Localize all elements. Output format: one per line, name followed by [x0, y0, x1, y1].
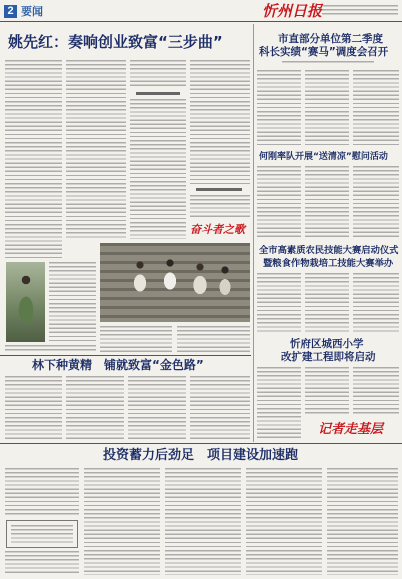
school-headline-line2: 改扩建工程即将启动: [281, 351, 376, 363]
cooling-body-col1: [257, 166, 301, 240]
header-rule: [0, 21, 402, 22]
meeting-headline-line2: 科长实绩“赛马”调度会召开: [259, 46, 389, 58]
cooling-body-col3: [353, 166, 399, 240]
section-rule: [0, 355, 251, 356]
herb-body-col3: [128, 376, 186, 440]
lead-body-tail: [5, 345, 96, 353]
lead-body-col4: [190, 60, 250, 184]
cooling-body-col2: [305, 166, 349, 240]
contest-headline-line2: 暨粮食作物栽培工技能大赛举办: [263, 258, 394, 269]
meeting-body-col3: [353, 70, 399, 148]
related-info-text: [11, 525, 73, 543]
herb-body-col2: [66, 376, 124, 440]
lead-body-col1: [5, 60, 62, 258]
investment-body-col3: [165, 468, 241, 575]
investment-body-col5: [327, 468, 398, 575]
lead-subheading: [136, 92, 180, 95]
investment-body-col2: [84, 468, 160, 575]
lead-subheading: [196, 188, 242, 191]
contest-headline-line1: 全市高素质农民技能大赛启动仪式: [259, 245, 399, 256]
issue-info-block: [322, 5, 398, 17]
lead-body-col3: [130, 60, 186, 88]
herb-body-col1: [5, 376, 62, 440]
herb-headline: 林下种黄精 铺就致富“金色路”: [32, 358, 204, 372]
school-headline-line1: 忻府区城西小学: [290, 338, 364, 350]
investment-headline: 投资蓄力后劲足 项目建设加速跑: [103, 448, 299, 463]
news-photo-small: [6, 262, 45, 342]
school-body-col3: [353, 367, 399, 415]
lead-body-col4b: [190, 195, 250, 219]
meeting-subtitle: [282, 61, 374, 65]
feature-logo-jizhe: 记者走基层: [318, 422, 384, 437]
school-body-col2: [305, 367, 349, 415]
meeting-headline-line1: 市直部分单位第二季度: [278, 33, 383, 45]
contest-body-col1: [257, 273, 301, 333]
cooling-headline: 何刚率队开展“送清凉”慰问活动: [259, 152, 388, 162]
investment-body-col1: [5, 468, 79, 516]
newspaper-masthead: 忻州日报: [262, 2, 323, 20]
related-info-box: [6, 520, 78, 548]
investment-body-col4: [246, 468, 322, 575]
school-body-col1: [257, 367, 301, 440]
section-title: 要闻: [21, 5, 43, 18]
lead-body-tail: [100, 326, 172, 353]
lead-headline: 姚先红：奏响创业致富“三步曲”: [8, 33, 223, 51]
page-number-badge: 2: [4, 5, 17, 18]
herb-body-col4: [190, 376, 250, 440]
lead-body-col2: [66, 60, 126, 238]
column-divider: [253, 24, 254, 442]
news-photo-main: [100, 243, 250, 322]
lead-body-col3b: [130, 99, 186, 239]
column-logo-fendouzhe: 奋斗者之歌: [190, 223, 245, 236]
contest-body-col3: [353, 273, 399, 333]
meeting-body-col1: [257, 70, 301, 148]
contest-body-col2: [305, 273, 349, 333]
lead-body-tail: [177, 326, 250, 353]
meeting-body-col2: [305, 70, 349, 148]
section-rule: [0, 443, 402, 444]
investment-body-col1b: [5, 551, 79, 575]
photo-caption: [49, 262, 96, 342]
